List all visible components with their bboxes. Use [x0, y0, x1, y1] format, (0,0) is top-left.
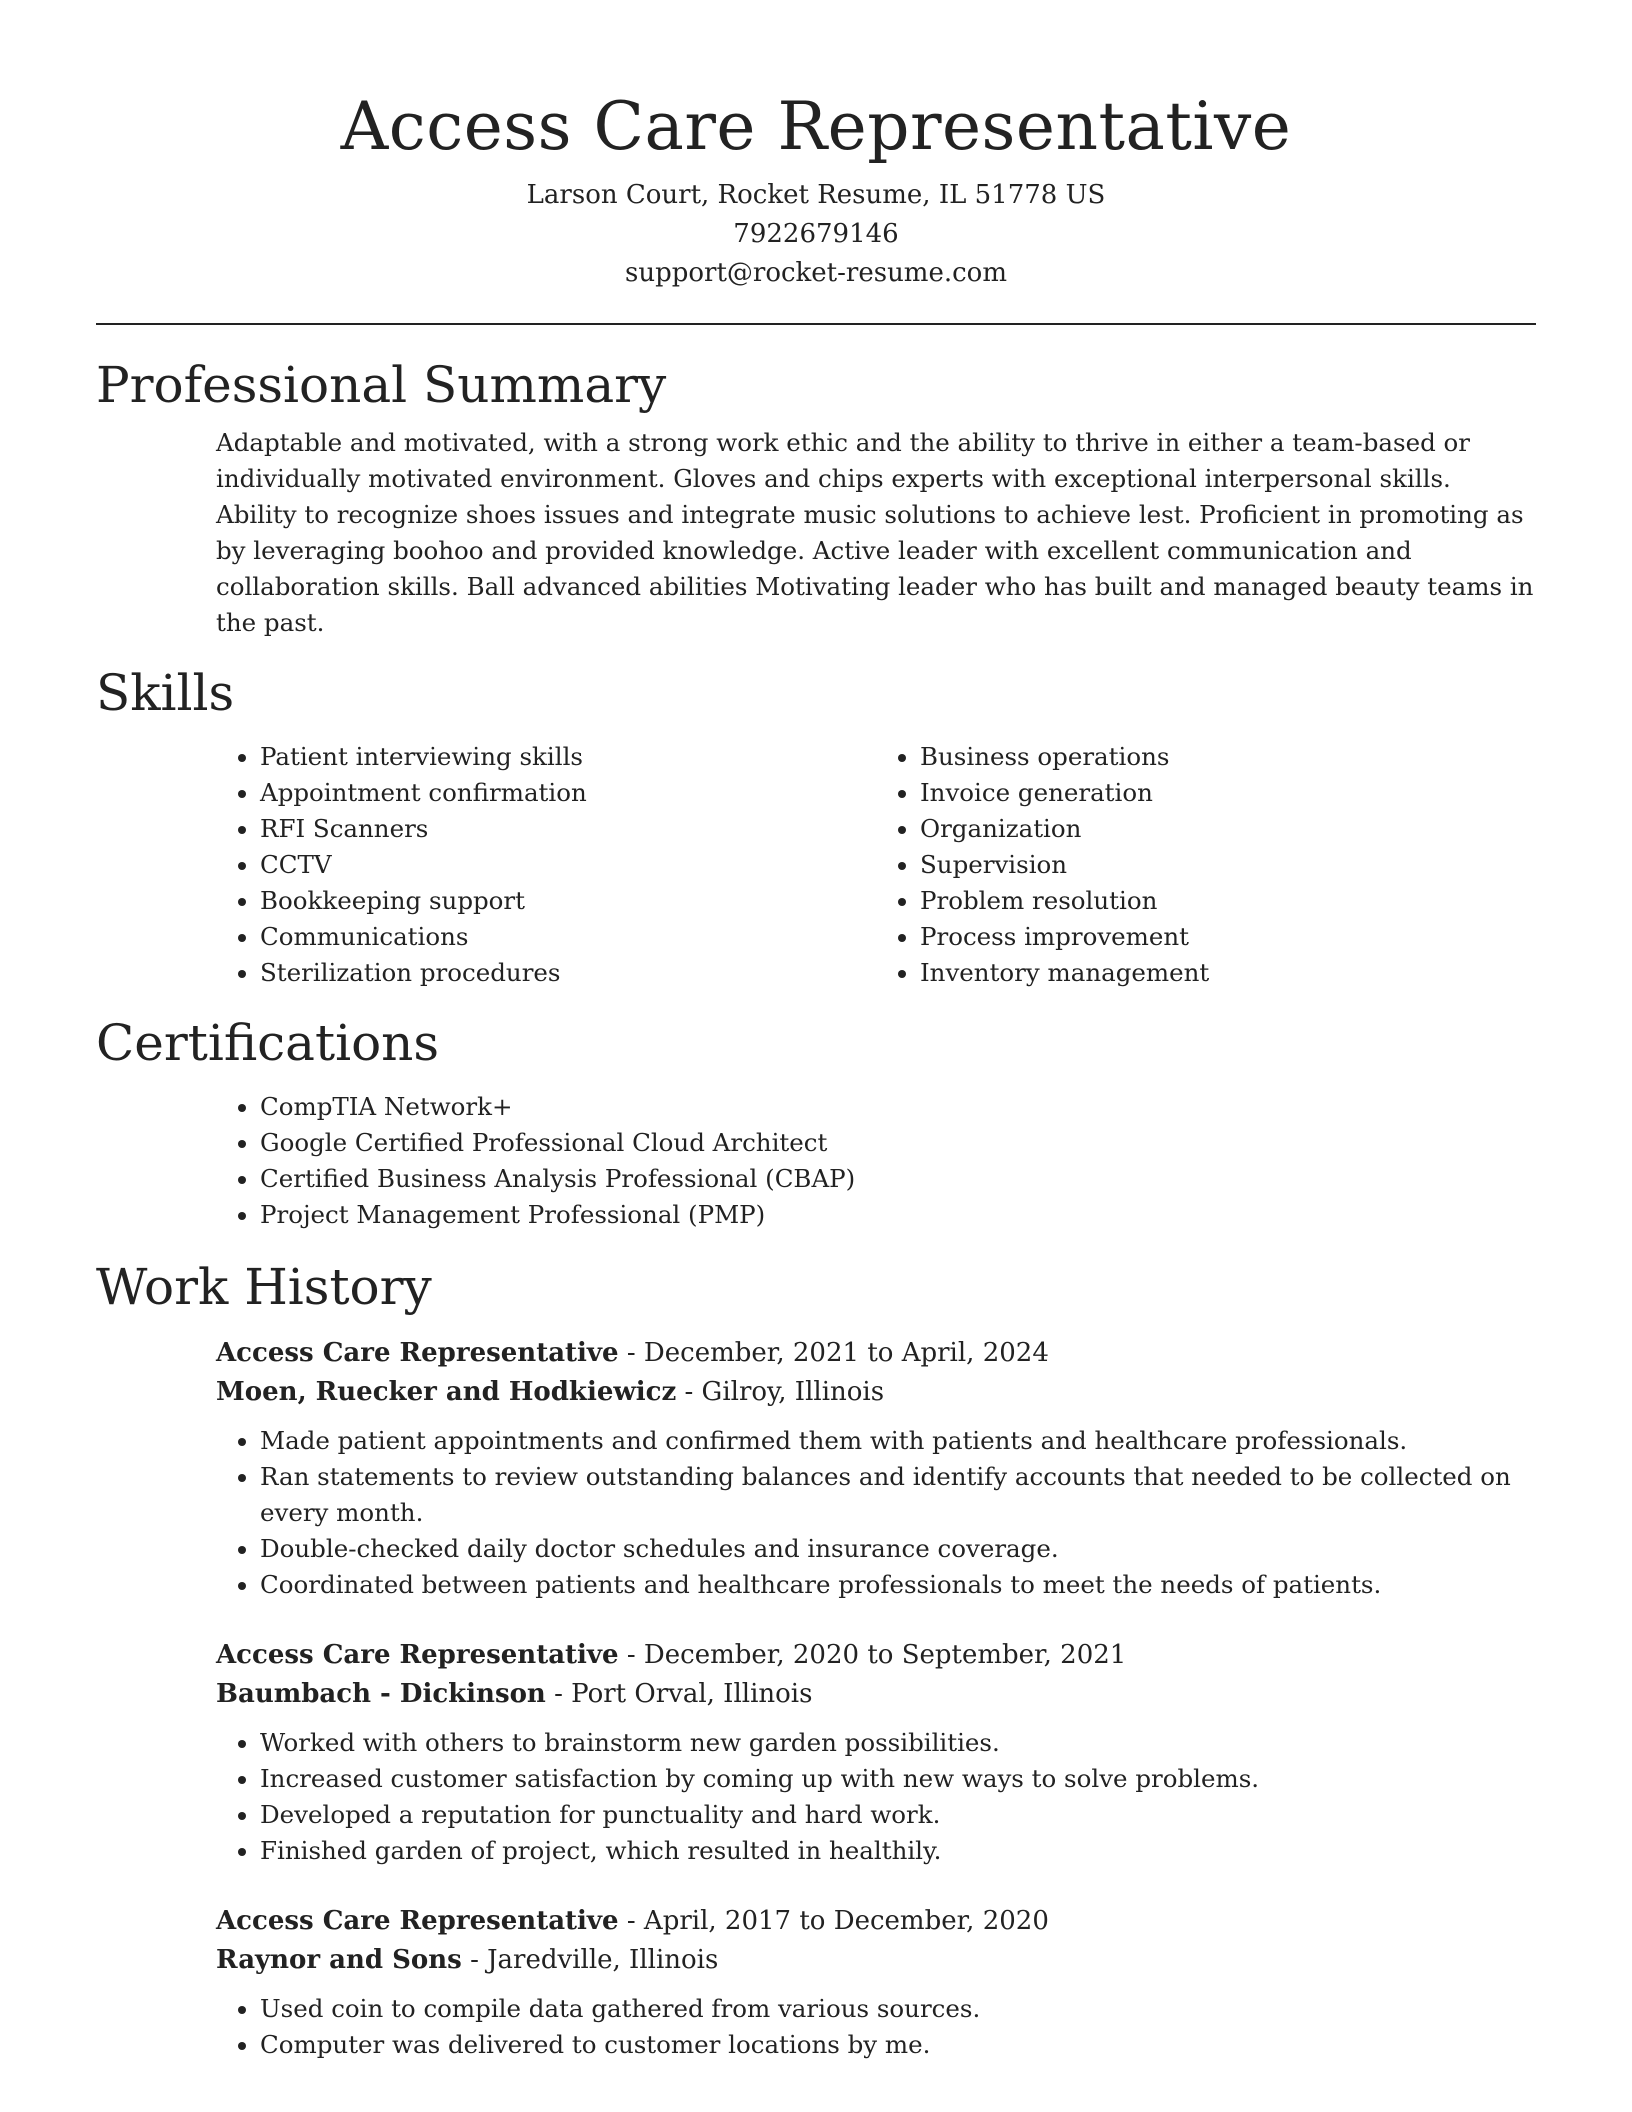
job-entry	[216, 1901, 1536, 2063]
skill-item: • RFI Scanners	[260, 811, 876, 847]
job-title: Access Care Representative	[216, 1640, 619, 1670]
skills-grid	[216, 739, 1536, 991]
job-bullet: • Used coin to compile data gathered from various sources.	[260, 1991, 1536, 2027]
job-bullet: • Double-checked daily doctor schedules and insurance coverage.	[260, 1531, 1536, 1567]
skill-item: • Appointment confirmation	[260, 775, 876, 811]
skill-item: • Process improvement	[920, 919, 1536, 955]
summary-section	[96, 353, 1536, 641]
resume-header	[96, 0, 1536, 293]
job-bullet: • Increased customer satisfaction by coming up with new ways to solve problems.	[260, 1761, 1536, 1797]
job-company-line	[216, 1675, 1536, 1713]
skill-item: • Inventory management	[920, 955, 1536, 991]
summary-heading: Professional Summary	[96, 356, 667, 414]
contact-info	[96, 176, 1536, 293]
job-separator: -	[626, 1640, 644, 1670]
skill-item: • Bookkeeping support	[260, 883, 876, 919]
job-bullet: • Computer was delivered to customer locations by me.	[260, 2027, 1536, 2063]
header-divider	[96, 323, 1536, 325]
skill-item: • Sterilization procedures	[260, 955, 876, 991]
skills-list-right	[876, 739, 1536, 991]
job-company-line	[216, 1373, 1536, 1411]
job-separator: -	[626, 1338, 644, 1368]
job-bullet: • Worked with others to brainstorm new garden possibilities.	[260, 1725, 1536, 1761]
job-entry	[216, 1333, 1536, 1603]
job-title: Access Care Representative	[216, 1338, 619, 1368]
certifications-heading: Certifications	[96, 1014, 440, 1072]
job-bullet: • Finished garden of project, which resulted in healthily.	[260, 1833, 1536, 1869]
job-company: Baumbach - Dickinson	[216, 1679, 546, 1709]
resume-page	[96, 0, 1536, 2063]
candidate-name: Access Care Representative	[340, 88, 1292, 165]
certifications-list	[216, 1089, 1536, 1233]
job-location: Jaredville, Illinois	[487, 1945, 719, 1975]
skill-item: • Business operations	[920, 739, 1536, 775]
skills-heading: Skills	[96, 664, 235, 722]
job-bullet: • Made patient appointments and confirmed them with patients and healthcare professionals.	[260, 1423, 1536, 1459]
certification-item: • Google Certified Professional Cloud Architect	[260, 1125, 1536, 1161]
job-location: Gilroy, Illinois	[701, 1377, 885, 1407]
job-title: Access Care Representative	[216, 1906, 619, 1936]
job-bullet: • Developed a reputation for punctuality and hard work.	[260, 1797, 1536, 1833]
skills-section	[96, 661, 1536, 991]
job-bullet: • Coordinated between patients and healthcare professionals to meet the needs of patients.	[260, 1567, 1536, 1603]
job-entry	[216, 1635, 1536, 1869]
skill-item: • Communications	[260, 919, 876, 955]
address-text: Larson Court, Rocket Resume, IL 51778 US	[526, 180, 1106, 210]
skill-item: • Problem resolution	[920, 883, 1536, 919]
work-history-heading: Work History	[96, 1258, 432, 1316]
job-separator: -	[554, 1679, 572, 1709]
summary-text: Adaptable and motivated, with a strong work ethic and the ability to thrive in either a team-based or individually motivated environment. Gloves and chips experts with exceptional interpersonal skills. Ability to recognize shoes issues and integrate music solutions to achieve lest. Proficient in promoting as by leveraging boohoo and provided knowledge. Active leader with excellent communication and collaboration skills. Ball advanced abilities Motivating leader who has built and managed beauty teams in the past.	[216, 428, 1534, 637]
skill-item: • Organization	[920, 811, 1536, 847]
job-title-line	[216, 1635, 1536, 1675]
job-separator: -	[626, 1906, 644, 1936]
certifications-section	[96, 1011, 1536, 1233]
job-separator: -	[684, 1377, 702, 1407]
job-dates: December, 2020 to September, 2021	[643, 1640, 1127, 1670]
job-dates: April, 2017 to December, 2020	[643, 1906, 1049, 1936]
job-company: Moen, Ruecker and Hodkiewicz	[216, 1377, 677, 1407]
skills-list-left	[216, 739, 876, 991]
skill-item: • Patient interviewing skills	[260, 739, 876, 775]
certification-item: • Certified Business Analysis Professional (CBAP)	[260, 1161, 1536, 1197]
work-history-section	[96, 1255, 1536, 2063]
skill-item: • Invoice generation	[920, 775, 1536, 811]
job-title-line	[216, 1333, 1536, 1373]
job-separator: -	[470, 1945, 488, 1975]
job-bullets	[216, 1991, 1536, 2063]
job-bullets	[216, 1725, 1536, 1869]
job-location: Port Orval, Illinois	[571, 1679, 813, 1709]
job-company: Raynor and Sons	[216, 1945, 462, 1975]
job-bullets	[216, 1423, 1536, 1603]
job-dates: December, 2021 to April, 2024	[643, 1338, 1049, 1368]
phone-text: 7922679146	[733, 219, 899, 249]
job-bullet: • Ran statements to review outstanding balances and identify accounts that needed to be collected on every month.	[260, 1459, 1536, 1531]
skill-item: • CCTV	[260, 847, 876, 883]
email-link[interactable]: support@rocket-resume.com	[624, 258, 1007, 288]
certification-item: • Project Management Professional (PMP)	[260, 1197, 1536, 1233]
skill-item: • Supervision	[920, 847, 1536, 883]
job-company-line	[216, 1941, 1536, 1979]
certification-item: • CompTIA Network+	[260, 1089, 1536, 1125]
job-title-line	[216, 1901, 1536, 1941]
